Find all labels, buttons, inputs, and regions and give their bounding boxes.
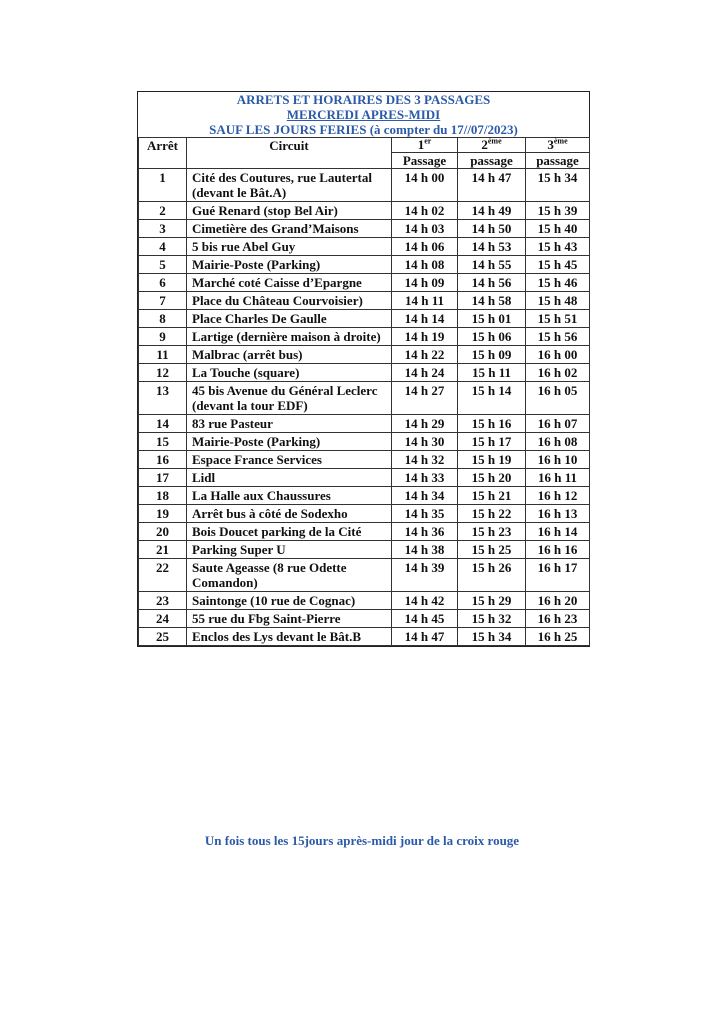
time-pass-3: 15 h 34 (526, 169, 590, 202)
stop-location: Lartige (dernière maison à droite) (187, 328, 392, 346)
stop-location: 45 bis Avenue du Général Leclerc (devant la tour EDF) (187, 382, 392, 415)
time-pass-1: 14 h 35 (392, 505, 458, 523)
time-pass-3: 16 h 02 (526, 364, 590, 382)
time-pass-1: 14 h 29 (392, 415, 458, 433)
stop-location: Mairie-Poste (Parking) (187, 433, 392, 451)
stop-location: Saute Ageasse (8 rue Odette Comandon) (187, 559, 392, 592)
time-pass-3: 15 h 43 (526, 238, 590, 256)
time-pass-3: 16 h 05 (526, 382, 590, 415)
stop-location: La Touche (square) (187, 364, 392, 382)
stop-number: 25 (139, 628, 187, 646)
time-pass-1: 14 h 24 (392, 364, 458, 382)
time-pass-2: 15 h 19 (458, 451, 526, 469)
time-pass-2: 14 h 53 (458, 238, 526, 256)
time-pass-1: 14 h 08 (392, 256, 458, 274)
time-pass-1: 14 h 47 (392, 628, 458, 646)
time-pass-1: 14 h 30 (392, 433, 458, 451)
table-row (139, 238, 590, 256)
schedule-sheet (137, 91, 590, 647)
time-pass-2: 15 h 20 (458, 469, 526, 487)
time-pass-3: 16 h 23 (526, 610, 590, 628)
time-pass-2: 14 h 58 (458, 292, 526, 310)
col-header-pass-1: 1er Passage (392, 138, 458, 169)
time-pass-2: 14 h 47 (458, 169, 526, 202)
time-pass-1: 14 h 03 (392, 220, 458, 238)
header-block (138, 92, 589, 137)
stop-location: 83 rue Pasteur (187, 415, 392, 433)
stop-location: 5 bis rue Abel Guy (187, 238, 392, 256)
stop-location: Lidl (187, 469, 392, 487)
stop-number: 2 (139, 202, 187, 220)
stop-number: 18 (139, 487, 187, 505)
stop-number: 1 (139, 169, 187, 202)
stop-location: Cité des Coutures, rue Lautertal (devant le Bât.A) (187, 169, 392, 202)
table-row (139, 469, 590, 487)
stop-location: Mairie-Poste (Parking) (187, 256, 392, 274)
table-row (139, 433, 590, 451)
stop-location: Arrêt bus à côté de Sodexho (187, 505, 392, 523)
time-pass-2: 14 h 49 (458, 202, 526, 220)
time-pass-3: 16 h 12 (526, 487, 590, 505)
time-pass-2: 14 h 55 (458, 256, 526, 274)
time-pass-2: 14 h 50 (458, 220, 526, 238)
stop-location: Place du Château Courvoisier) (187, 292, 392, 310)
time-pass-2: 14 h 56 (458, 274, 526, 292)
stop-number: 23 (139, 592, 187, 610)
time-pass-2: 15 h 01 (458, 310, 526, 328)
stop-location: Enclos des Lys devant le Bât.B (187, 628, 392, 646)
stop-location: Cimetière des Grand’Maisons (187, 220, 392, 238)
col-header-circuit: Circuit (187, 138, 392, 169)
time-pass-2: 15 h 34 (458, 628, 526, 646)
stop-number: 21 (139, 541, 187, 559)
time-pass-2: 15 h 29 (458, 592, 526, 610)
stop-location: Espace France Services (187, 451, 392, 469)
table-row (139, 292, 590, 310)
time-pass-1: 14 h 34 (392, 487, 458, 505)
col-header-pass-2: 2ème passage (458, 138, 526, 169)
time-pass-3: 16 h 08 (526, 433, 590, 451)
table-row (139, 274, 590, 292)
footer-note: Un fois tous les 15jours après-midi jour de la croix rouge (204, 833, 520, 848)
time-pass-2: 15 h 09 (458, 346, 526, 364)
stop-location: Marché coté Caisse d’Epargne (187, 274, 392, 292)
stop-number: 17 (139, 469, 187, 487)
stop-location: La Halle aux Chaussures (187, 487, 392, 505)
table-row (139, 328, 590, 346)
table-row (139, 310, 590, 328)
stop-number: 16 (139, 451, 187, 469)
stop-number: 19 (139, 505, 187, 523)
time-pass-2: 15 h 14 (458, 382, 526, 415)
table-row (139, 256, 590, 274)
time-pass-2: 15 h 16 (458, 415, 526, 433)
time-pass-3: 16 h 00 (526, 346, 590, 364)
time-pass-2: 15 h 21 (458, 487, 526, 505)
time-pass-3: 16 h 11 (526, 469, 590, 487)
table-row (139, 169, 590, 202)
time-pass-1: 14 h 14 (392, 310, 458, 328)
stop-number: 8 (139, 310, 187, 328)
time-pass-3: 16 h 20 (526, 592, 590, 610)
time-pass-3: 16 h 14 (526, 523, 590, 541)
time-pass-3: 16 h 13 (526, 505, 590, 523)
time-pass-2: 15 h 26 (458, 559, 526, 592)
stop-number: 22 (139, 559, 187, 592)
stop-number: 9 (139, 328, 187, 346)
table-row (139, 415, 590, 433)
stop-number: 13 (139, 382, 187, 415)
stop-location: Bois Doucet parking de la Cité (187, 523, 392, 541)
time-pass-2: 15 h 11 (458, 364, 526, 382)
table-row (139, 610, 590, 628)
table-row (139, 451, 590, 469)
time-pass-3: 15 h 45 (526, 256, 590, 274)
table-row (139, 523, 590, 541)
time-pass-1: 14 h 45 (392, 610, 458, 628)
table-row (139, 202, 590, 220)
time-pass-1: 14 h 06 (392, 238, 458, 256)
table-row (139, 346, 590, 364)
time-pass-1: 14 h 27 (392, 382, 458, 415)
time-pass-2: 15 h 06 (458, 328, 526, 346)
stop-number: 3 (139, 220, 187, 238)
stop-number: 24 (139, 610, 187, 628)
time-pass-3: 15 h 56 (526, 328, 590, 346)
stop-location: Parking Super U (187, 541, 392, 559)
table-row (139, 364, 590, 382)
time-pass-1: 14 h 38 (392, 541, 458, 559)
stop-location: Place Charles De Gaulle (187, 310, 392, 328)
stop-number: 5 (139, 256, 187, 274)
time-pass-3: 16 h 17 (526, 559, 590, 592)
table-row (139, 628, 590, 646)
time-pass-1: 14 h 36 (392, 523, 458, 541)
time-pass-1: 14 h 32 (392, 451, 458, 469)
time-pass-1: 14 h 00 (392, 169, 458, 202)
title-line-1: ARRETS ET HORAIRES DES 3 PASSAGES (236, 92, 491, 107)
stop-number: 7 (139, 292, 187, 310)
table-row (139, 487, 590, 505)
table-row (139, 559, 590, 592)
stop-location: Saintonge (10 rue de Cognac) (187, 592, 392, 610)
time-pass-3: 16 h 16 (526, 541, 590, 559)
time-pass-3: 16 h 10 (526, 451, 590, 469)
time-pass-1: 14 h 33 (392, 469, 458, 487)
time-pass-2: 15 h 32 (458, 610, 526, 628)
time-pass-1: 14 h 02 (392, 202, 458, 220)
col-header-stop: Arrêt (139, 138, 187, 169)
time-pass-1: 14 h 09 (392, 274, 458, 292)
time-pass-2: 15 h 17 (458, 433, 526, 451)
time-pass-3: 15 h 51 (526, 310, 590, 328)
table-row (139, 592, 590, 610)
stop-number: 4 (139, 238, 187, 256)
table-row (139, 541, 590, 559)
stop-location: 55 rue du Fbg Saint-Pierre (187, 610, 392, 628)
stop-number: 12 (139, 364, 187, 382)
stop-number: 6 (139, 274, 187, 292)
time-pass-1: 14 h 11 (392, 292, 458, 310)
time-pass-2: 15 h 22 (458, 505, 526, 523)
table-row (139, 382, 590, 415)
time-pass-3: 16 h 07 (526, 415, 590, 433)
stop-number: 11 (139, 346, 187, 364)
stop-location: Malbrac (arrêt bus) (187, 346, 392, 364)
time-pass-1: 14 h 39 (392, 559, 458, 592)
time-pass-1: 14 h 19 (392, 328, 458, 346)
time-pass-2: 15 h 23 (458, 523, 526, 541)
time-pass-3: 15 h 40 (526, 220, 590, 238)
stop-number: 15 (139, 433, 187, 451)
time-pass-1: 14 h 42 (392, 592, 458, 610)
table-row (139, 220, 590, 238)
stop-number: 14 (139, 415, 187, 433)
time-pass-3: 15 h 39 (526, 202, 590, 220)
time-pass-3: 15 h 46 (526, 274, 590, 292)
stop-number: 20 (139, 523, 187, 541)
stop-location: Gué Renard (stop Bel Air) (187, 202, 392, 220)
col-header-pass-3: 3ème passage (526, 138, 590, 169)
time-pass-1: 14 h 22 (392, 346, 458, 364)
title-line-3: SAUF LES JOURS FERIES (à compter du 17//07/2023) (209, 122, 518, 137)
schedule-table (138, 137, 590, 646)
time-pass-3: 15 h 48 (526, 292, 590, 310)
time-pass-3: 16 h 25 (526, 628, 590, 646)
table-header-row (139, 138, 590, 169)
table-row (139, 505, 590, 523)
time-pass-2: 15 h 25 (458, 541, 526, 559)
title-line-2: MERCREDI APRES-MIDI (286, 107, 441, 122)
